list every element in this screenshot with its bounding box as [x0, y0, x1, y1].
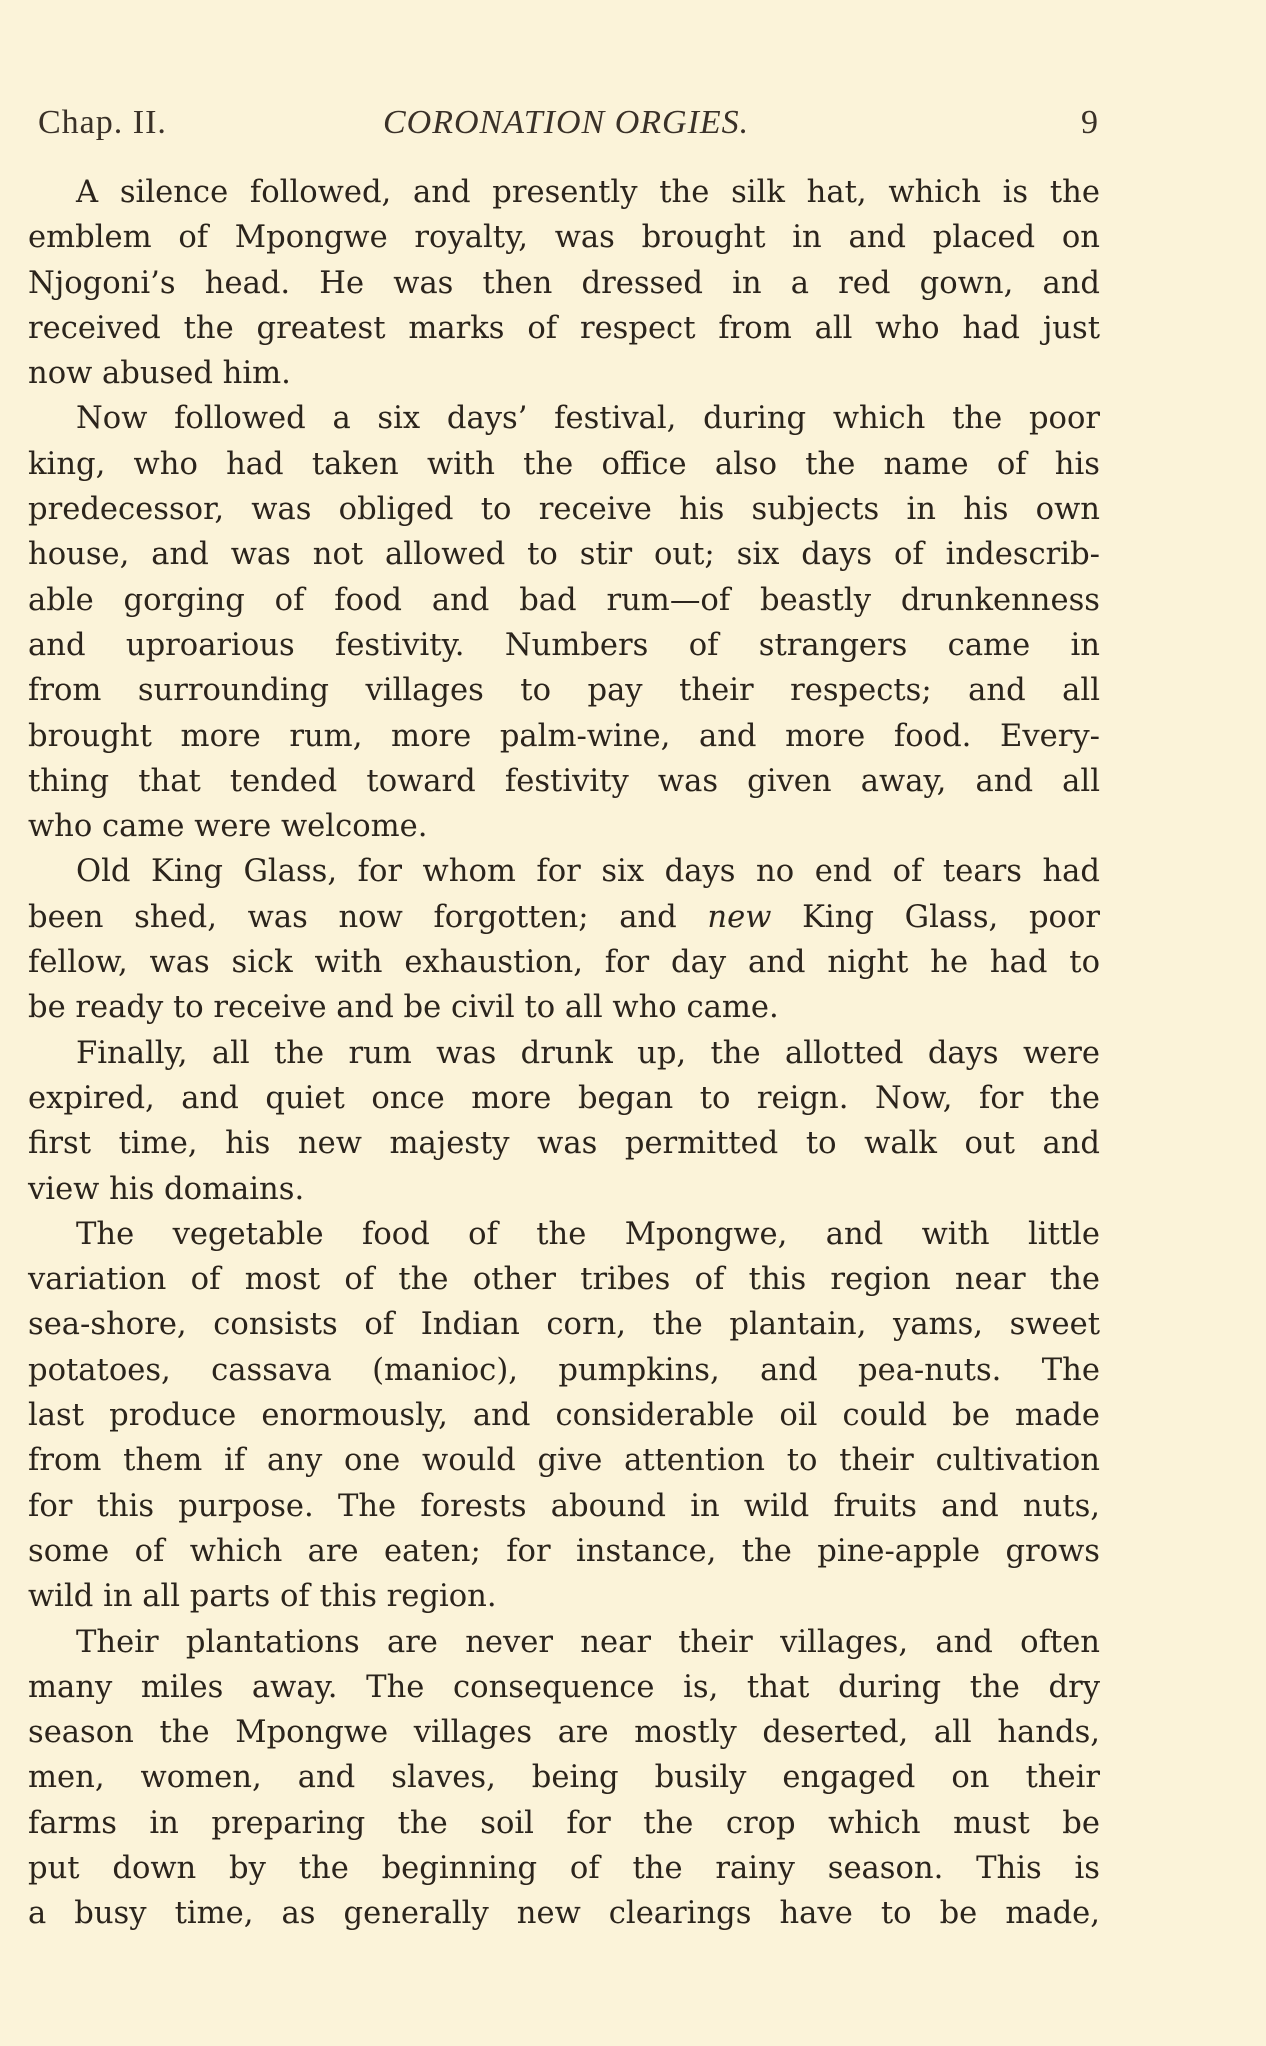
text-line: Their plantations are never near their villages, and often — [76, 1624, 1100, 1660]
text-line: emblem of Mpongwe royalty, was brought in and placed on — [28, 220, 1100, 256]
body-text — [28, 170, 1100, 1937]
text-line: now abused him. — [28, 356, 291, 392]
text-line: The vegetable food of the Mpongwe, and with little — [76, 1216, 1100, 1252]
paragraph — [28, 396, 1100, 849]
text-line: last produce enormously, and considerable oil could be made — [28, 1398, 1100, 1434]
chapter-label: Chap. II. — [38, 104, 167, 141]
paragraph — [28, 849, 1100, 1030]
text-line: put down by the beginning of the rainy season. This is — [28, 1850, 1100, 1886]
text-line: from them if any one would give attention to their cultivation — [28, 1443, 1100, 1479]
running-head — [38, 98, 1098, 148]
text-line: who came were welcome. — [28, 809, 428, 845]
text-line: A silence followed, and presently the silk hat, which is the — [76, 175, 1100, 210]
text-line: house, and was not allowed to stir out; six days of indescrib- — [28, 537, 1100, 573]
text-line: fellow, was sick with exhaustion, for day and night he had to — [28, 945, 1100, 981]
paragraph — [28, 1031, 1100, 1212]
text-line: expired, and quiet once more began to reign. Now, for the — [28, 1080, 1100, 1116]
text-line: first time, his new majesty was permitted to walk out and — [28, 1126, 1100, 1162]
paragraph — [28, 170, 1100, 396]
text-line: and uproarious festivity. Numbers of strangers came in — [28, 627, 1100, 663]
text-line: from surrounding villages to pay their respects; and all — [28, 673, 1100, 709]
text-line: view his domains. — [28, 1171, 305, 1207]
text-line: predecessor, was obliged to receive his subjects in his own — [28, 492, 1100, 528]
text-line: Njogoni’s head. He was then dressed in a red gown, and — [28, 265, 1100, 301]
text-line: season the Mpongwe villages are mostly deserted, all hands, — [28, 1715, 1100, 1751]
text-line: a busy time, as generally new clearings have to be made, — [28, 1896, 1100, 1932]
text-line: variation of most of the other tribes of this region near the — [28, 1262, 1100, 1298]
text-line: received the greatest marks of respect from all who had just — [28, 310, 1100, 346]
text-line: many miles away. The consequence is, that during the dry — [28, 1669, 1100, 1705]
paragraph — [28, 1620, 1100, 1937]
text-line: been shed, was now forgotten; and new King Glass, poor — [28, 899, 1100, 935]
text-line: wild in all parts of this region. — [28, 1579, 497, 1615]
emphasis-word: new — [707, 899, 772, 935]
text-line: be ready to receive and be civil to all who came. — [28, 990, 779, 1026]
text-line: Now followed a six days’ festival, during which the poor — [76, 401, 1100, 437]
page-number: 9 — [1081, 104, 1098, 141]
text-line: Old King Glass, for whom for six days no end of tears had — [76, 854, 1100, 890]
text-line: able gorging of food and bad rum—of beastly drunkenness — [28, 582, 1100, 618]
text-line: thing that tended toward festivity was given away, and all — [28, 763, 1100, 799]
text-line: brought more rum, more palm-wine, and more food. Every- — [28, 718, 1100, 754]
text-line: sea-shore, consists of Indian corn, the plantain, yams, sweet — [28, 1307, 1100, 1343]
text-line: for this purpose. The forests abound in wild fruits and nuts, — [28, 1488, 1100, 1524]
paragraph — [28, 1212, 1100, 1620]
text-line: farms in preparing the soil for the crop which must be — [28, 1805, 1100, 1841]
text-line: men, women, and slaves, being busily engaged on their — [28, 1760, 1100, 1796]
text-line: some of which are eaten; for instance, the pine-apple grows — [28, 1533, 1100, 1569]
text-line: king, who had taken with the office also the name of his — [28, 446, 1100, 482]
text-line: potatoes, cassava (manioc), pumpkins, and pea-nuts. The — [28, 1352, 1100, 1388]
text-line: Finally, all the rum was drunk up, the allotted days were — [76, 1035, 1100, 1071]
running-title: CORONATION ORGIES. — [383, 104, 750, 141]
